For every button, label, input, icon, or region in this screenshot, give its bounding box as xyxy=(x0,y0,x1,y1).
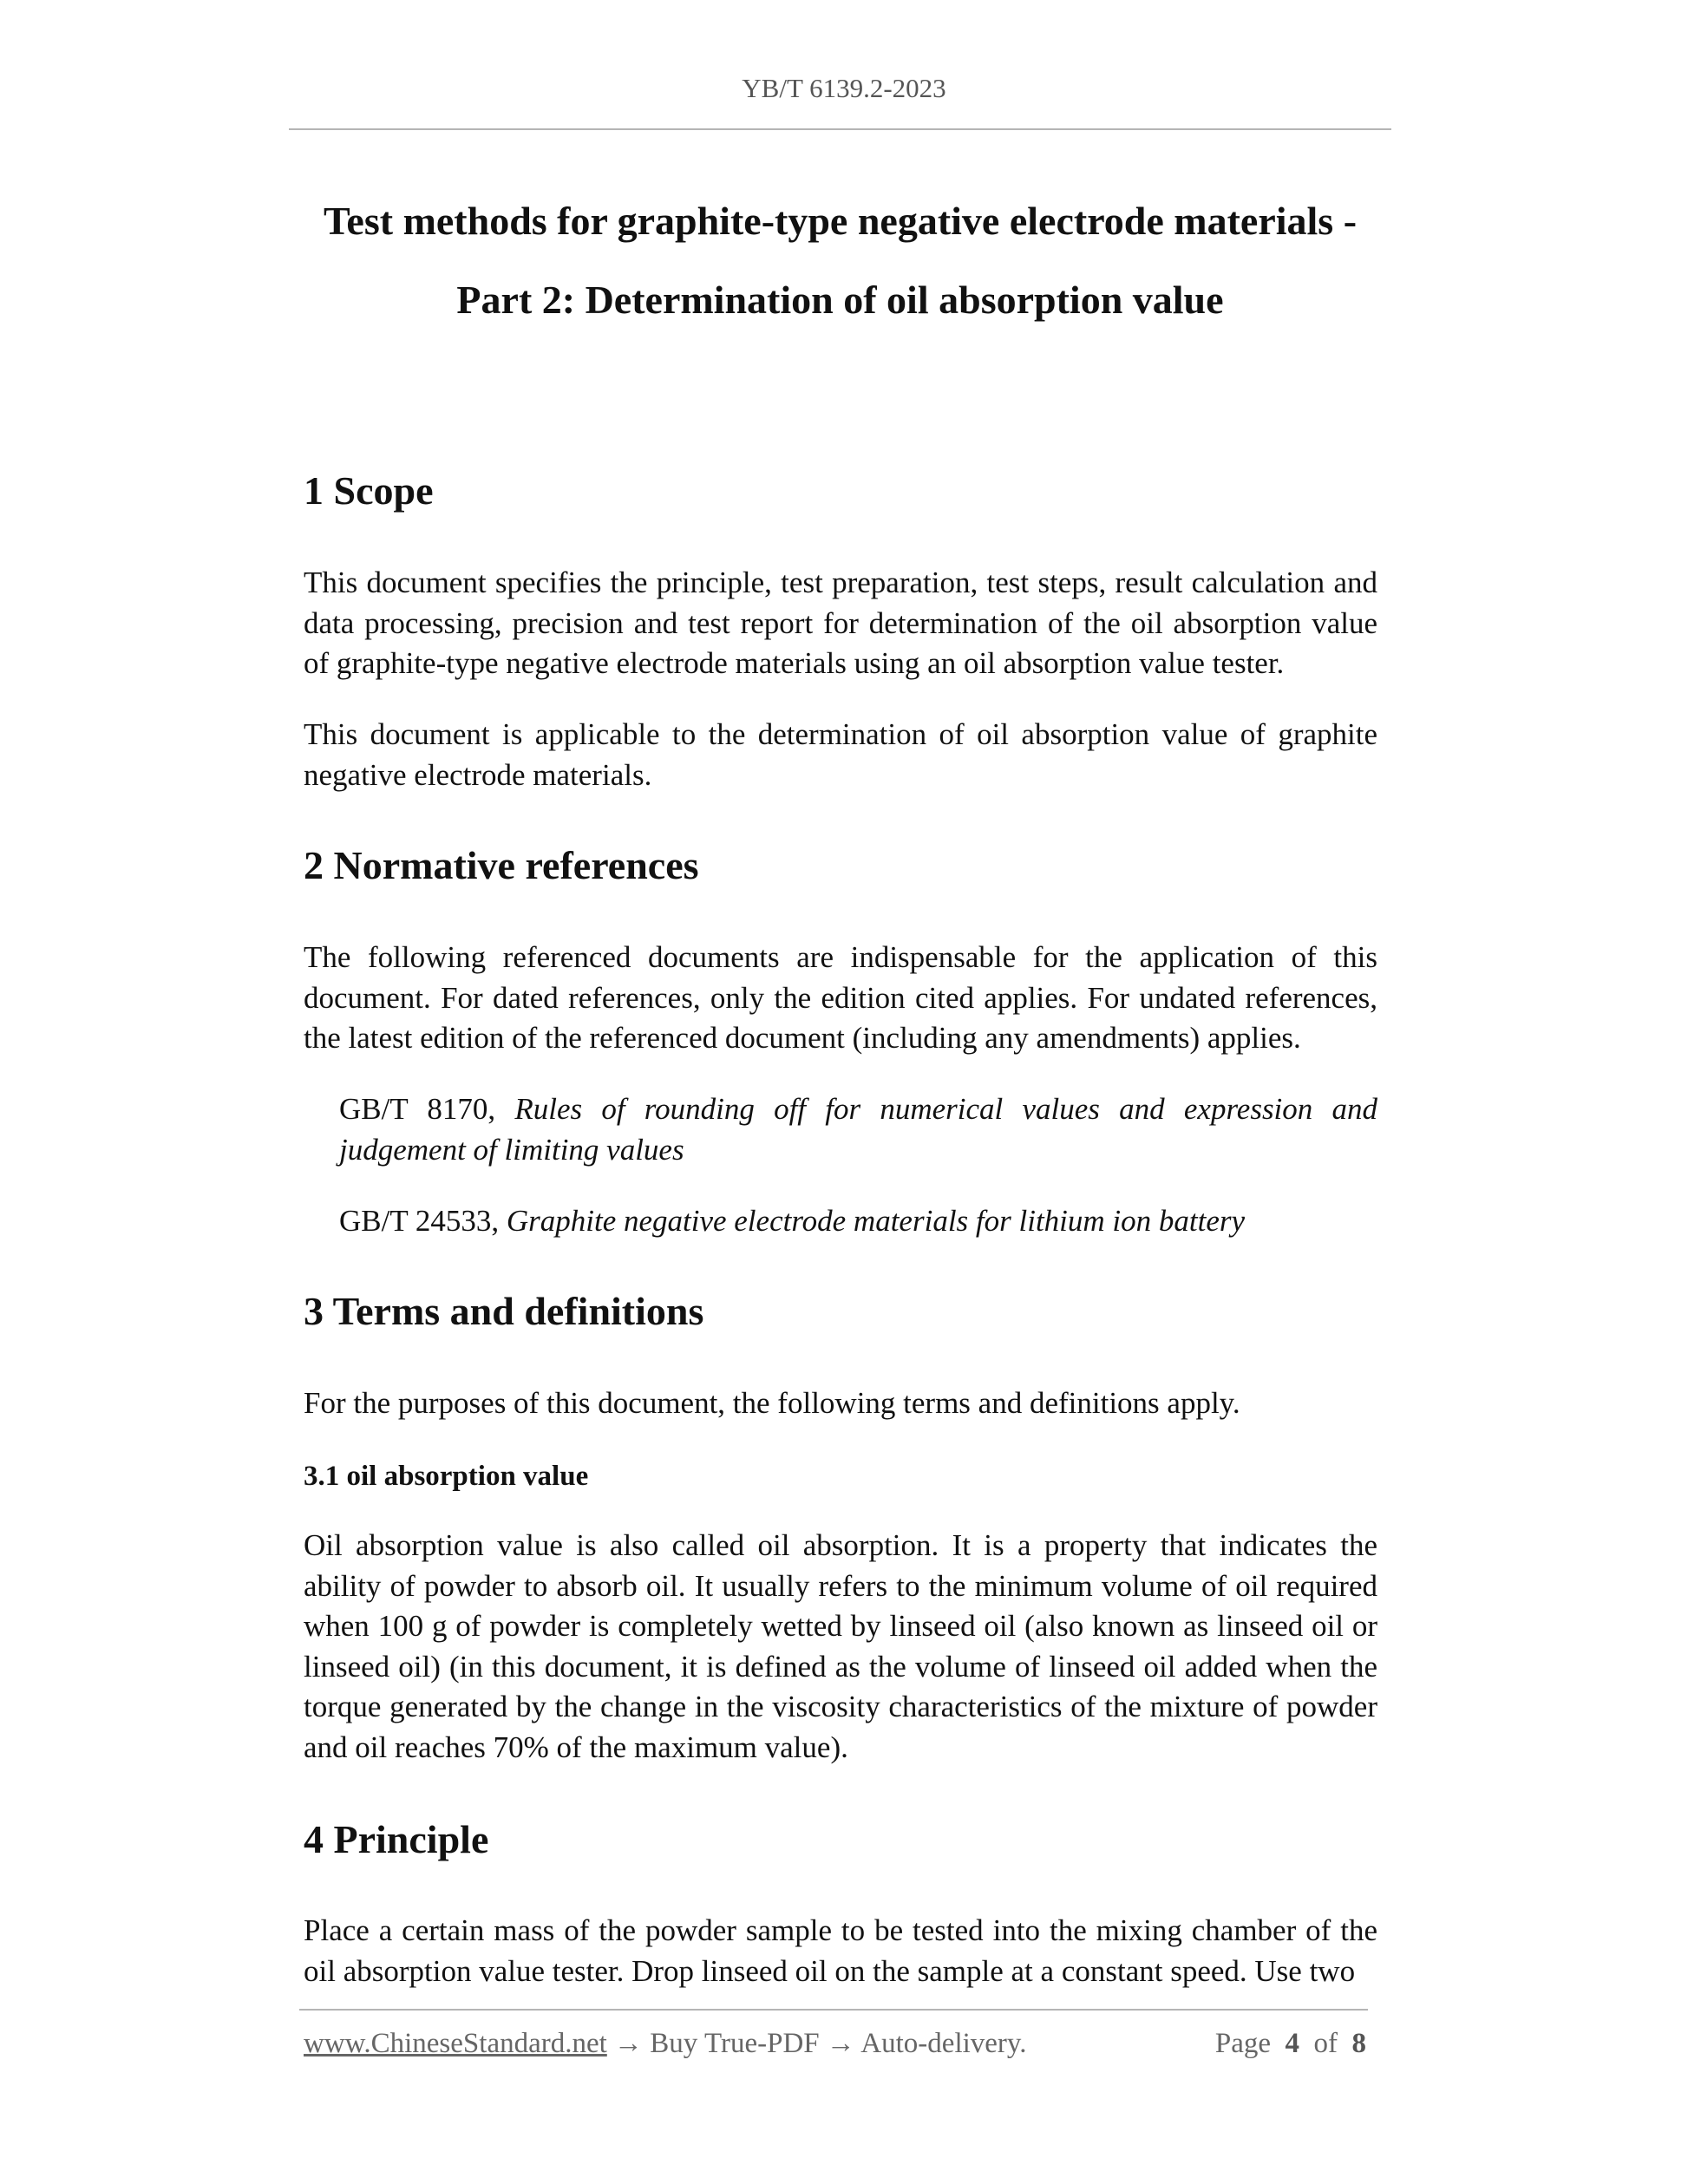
scope-paragraph-1: This document specifies the principle, test preparation, test steps, result calculation and data processing, precision and test report for determination of the oil absorption value of graphite-type negative electrode materials using an oil absorption value tester. xyxy=(304,566,1377,680)
footer-promo-text: → Buy True-PDF → Auto-delivery. xyxy=(606,2028,1027,2059)
page-label: Page xyxy=(1214,2028,1271,2059)
term-definition-paragraph: Oil absorption value is also called oil absorption. It is a property that indicates the ability of powder to absorb oil. It usually refers to the minimum volume of oil required when 100 g of powder is completely wetted by linseed oil (also known as linseed oil or linseed oil) (in this document, it is defined as the volume of linseed oil added when the torque generated by the change in the viscosity characteristics of the mixture of powder and oil reaches 70% of the maximum value). xyxy=(304,1528,1377,1764)
header-divider xyxy=(289,128,1391,130)
principle-paragraph: Place a certain mass of the powder sample to be tested into the mixing chamber of the oil absorption value tester. Drop linseed oil on the sample at a constant speed. Use two xyxy=(304,1913,1377,1988)
section-heading-normative-references: 2 Normative references xyxy=(304,843,699,887)
chinesestandard-link[interactable]: www.ChineseStandard.net xyxy=(304,2028,607,2059)
reference-title: Graphite negative electrode materials for lithium ion battery xyxy=(506,1204,1246,1238)
reference-code: GB/T 8170, xyxy=(339,1092,496,1126)
document-title-line-1: Test methods for graphite-type negative electrode materials - xyxy=(323,199,1358,243)
of-label: of xyxy=(1313,2028,1338,2059)
terms-intro-paragraph: For the purposes of this document, the following terms and definitions apply. xyxy=(304,1386,1240,1420)
footer-divider xyxy=(299,2009,1368,2011)
term-heading-oil-absorption-value: 3.1 oil absorption value xyxy=(304,1461,589,1492)
page-counter xyxy=(1215,2028,1366,2060)
section-heading-scope: 1 Scope xyxy=(304,468,434,513)
document-code-header: YB/T 6139.2-2023 xyxy=(742,73,946,103)
normative-references-paragraph: The following referenced documents are indispensable for the application of this document. For dated references, only the edition cited applies. For undated references, the latest edition of the referenced document (including any amendments) applies. xyxy=(304,940,1377,1055)
reference-code: GB/T 24533, xyxy=(339,1204,500,1238)
reference-title: Rules of rounding off for numerical values and expression and judgement of limiting values xyxy=(339,1092,1378,1167)
scope-paragraph-2: This document is applicable to the determination of oil absorption value of graphite negative electrode materials. xyxy=(304,717,1377,792)
footer-promo xyxy=(304,2028,1027,2060)
document-title-line-2: Part 2: Determination of oil absorption value xyxy=(456,278,1224,322)
reference-item-gbt-8170 xyxy=(339,1089,1377,1170)
total-pages: 8 xyxy=(1351,2028,1366,2059)
section-heading-principle: 4 Principle xyxy=(304,1817,489,1861)
reference-item-gbt-24533 xyxy=(339,1201,1377,1242)
page-number: 4 xyxy=(1285,2028,1299,2059)
section-heading-terms-and-definitions: 3 Terms and definitions xyxy=(304,1289,704,1333)
